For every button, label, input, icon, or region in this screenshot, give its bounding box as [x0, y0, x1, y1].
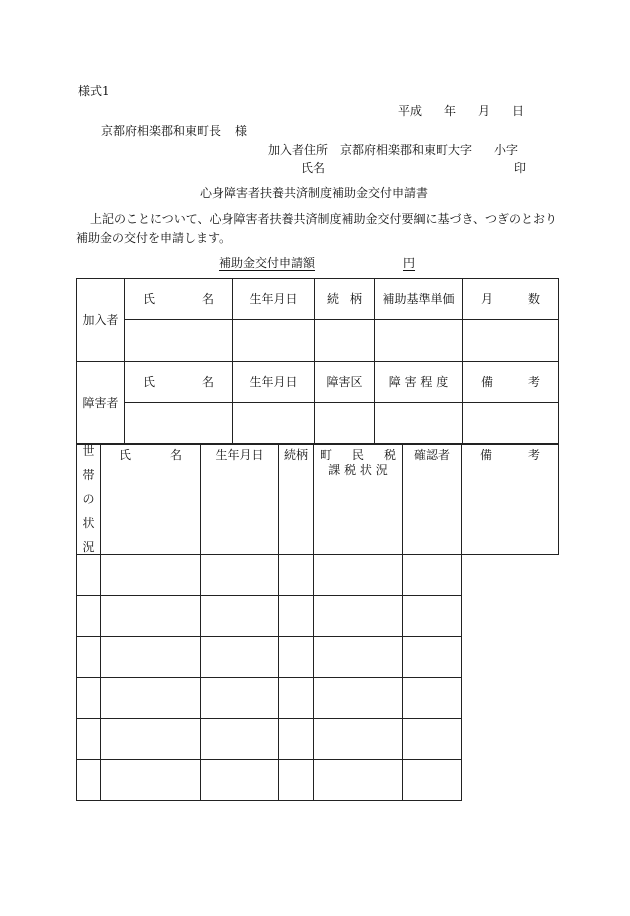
applicant-address	[268, 143, 518, 157]
household-name-cell[interactable]	[77, 637, 101, 678]
member-disabled-table	[76, 278, 559, 445]
household-tax-status-cell[interactable]	[279, 760, 314, 801]
header-disability-class: 障害区	[315, 362, 375, 403]
header-severity: 障 害 程 度	[375, 362, 463, 403]
household-row	[77, 637, 559, 678]
disabled-name-cell[interactable]	[125, 403, 233, 445]
member-birthdate-cell[interactable]	[233, 320, 315, 362]
household-confirmer-cell[interactable]	[314, 555, 403, 596]
household-label-char: の	[82, 492, 95, 506]
household-remarks-cell[interactable]	[403, 555, 462, 596]
header-household-birthdate: 生年月日	[201, 444, 279, 555]
household-remarks-cell[interactable]	[403, 678, 462, 719]
household-row	[77, 678, 559, 719]
household-name-cell[interactable]	[77, 678, 101, 719]
household-row	[77, 596, 559, 637]
household-birthdate-cell[interactable]	[101, 596, 201, 637]
disabled-birthdate-cell[interactable]	[233, 403, 315, 445]
household-label-char: 状	[82, 516, 95, 530]
header-tax-status: 町 民 税 課 税 状 況	[314, 444, 403, 555]
header-disabled-birthdate: 生年月日	[233, 362, 315, 403]
member-relation-cell[interactable]	[315, 320, 375, 362]
addressee	[101, 124, 247, 138]
header-member-relation: 続 柄	[315, 279, 375, 320]
header-household-remarks: 備 考	[462, 444, 559, 555]
amount-unit: 円	[403, 256, 416, 270]
header-member-name: 氏 名	[125, 279, 233, 320]
date-year: 年	[444, 104, 457, 118]
disabled-remarks-cell[interactable]	[463, 403, 559, 445]
address-label: 加入者住所	[268, 143, 329, 157]
household-birthdate-cell[interactable]	[101, 637, 201, 678]
household-remarks-cell[interactable]	[403, 596, 462, 637]
household-relation-cell[interactable]	[201, 719, 279, 760]
header-household-relation: 続柄	[279, 444, 314, 555]
household-confirmer-cell[interactable]	[314, 637, 403, 678]
header-base-unit-price: 補助基準単価	[375, 279, 463, 320]
household-confirmer-cell[interactable]	[314, 719, 403, 760]
household-tax-status-cell[interactable]	[279, 596, 314, 637]
seal-mark: 印	[514, 161, 527, 175]
header-months: 月 数	[463, 279, 559, 320]
household-confirmer-cell[interactable]	[314, 678, 403, 719]
header-disabled-remarks: 備 考	[463, 362, 559, 403]
household-name-cell[interactable]	[77, 596, 101, 637]
household-birthdate-cell[interactable]	[101, 719, 201, 760]
header-disabled-name: 氏 名	[125, 362, 233, 403]
household-confirmer-cell[interactable]	[314, 596, 403, 637]
household-tax-status-cell[interactable]	[279, 637, 314, 678]
household-row	[77, 760, 559, 801]
household-birthdate-cell[interactable]	[101, 555, 201, 596]
household-label-char: 帯	[82, 468, 95, 482]
document-title: 心身障害者扶養共済制度補助金交付申請書	[200, 186, 429, 200]
member-base-price-cell[interactable]	[375, 320, 463, 362]
member-months-cell[interactable]	[463, 320, 559, 362]
household-birthdate-cell[interactable]	[101, 760, 201, 801]
household-name-cell[interactable]	[77, 555, 101, 596]
date-month: 月	[478, 104, 491, 118]
household-name-cell[interactable]	[77, 719, 101, 760]
addressee-name: 京都府相楽郡和東町長	[101, 124, 222, 138]
household-tax-status-cell[interactable]	[279, 555, 314, 596]
disabled-section-label: 障害者	[77, 362, 125, 445]
address-subarea: 小字	[494, 143, 519, 157]
disabled-severity-cell[interactable]	[375, 403, 463, 445]
household-section-label	[77, 444, 101, 555]
household-relation-cell[interactable]	[201, 760, 279, 801]
household-tax-status-cell[interactable]	[279, 719, 314, 760]
form-number: 様式1	[78, 84, 110, 98]
amount-line	[219, 256, 415, 270]
body-line-2: 補助金の交付を申請します。	[76, 231, 232, 245]
disabled-class-cell[interactable]	[315, 403, 375, 445]
household-label-char: 況	[82, 540, 95, 554]
addressee-honorific: 様	[235, 124, 248, 138]
household-remarks-cell[interactable]	[403, 719, 462, 760]
header-confirmer: 確認者	[403, 444, 462, 555]
date-day: 日	[512, 104, 525, 118]
household-relation-cell[interactable]	[201, 555, 279, 596]
household-remarks-cell[interactable]	[403, 637, 462, 678]
household-confirmer-cell[interactable]	[314, 760, 403, 801]
household-tax-status-cell[interactable]	[279, 678, 314, 719]
header-household-name: 氏 名	[101, 444, 201, 555]
household-birthdate-cell[interactable]	[101, 678, 201, 719]
applicant-name-label: 氏名	[301, 161, 326, 175]
header-member-birthdate: 生年月日	[233, 279, 315, 320]
body-line-1: 上記のことについて、心身障害者扶養共済制度補助金交付要綱に基づき、つぎのとおり	[90, 212, 558, 226]
address-value: 京都府相楽郡和東町大字	[340, 143, 473, 157]
household-relation-cell[interactable]	[201, 637, 279, 678]
household-label-char: 世	[82, 444, 95, 458]
member-name-cell[interactable]	[125, 320, 233, 362]
household-name-cell[interactable]	[77, 760, 101, 801]
date-line	[398, 104, 524, 118]
household-remarks-cell[interactable]	[403, 760, 462, 801]
date-era: 平成	[398, 104, 423, 118]
household-relation-cell[interactable]	[201, 678, 279, 719]
household-table	[76, 443, 559, 801]
household-row	[77, 555, 559, 596]
amount-label: 補助金交付申請額	[219, 256, 316, 270]
household-relation-cell[interactable]	[201, 596, 279, 637]
member-section-label: 加入者	[77, 279, 125, 362]
household-row	[77, 719, 559, 760]
